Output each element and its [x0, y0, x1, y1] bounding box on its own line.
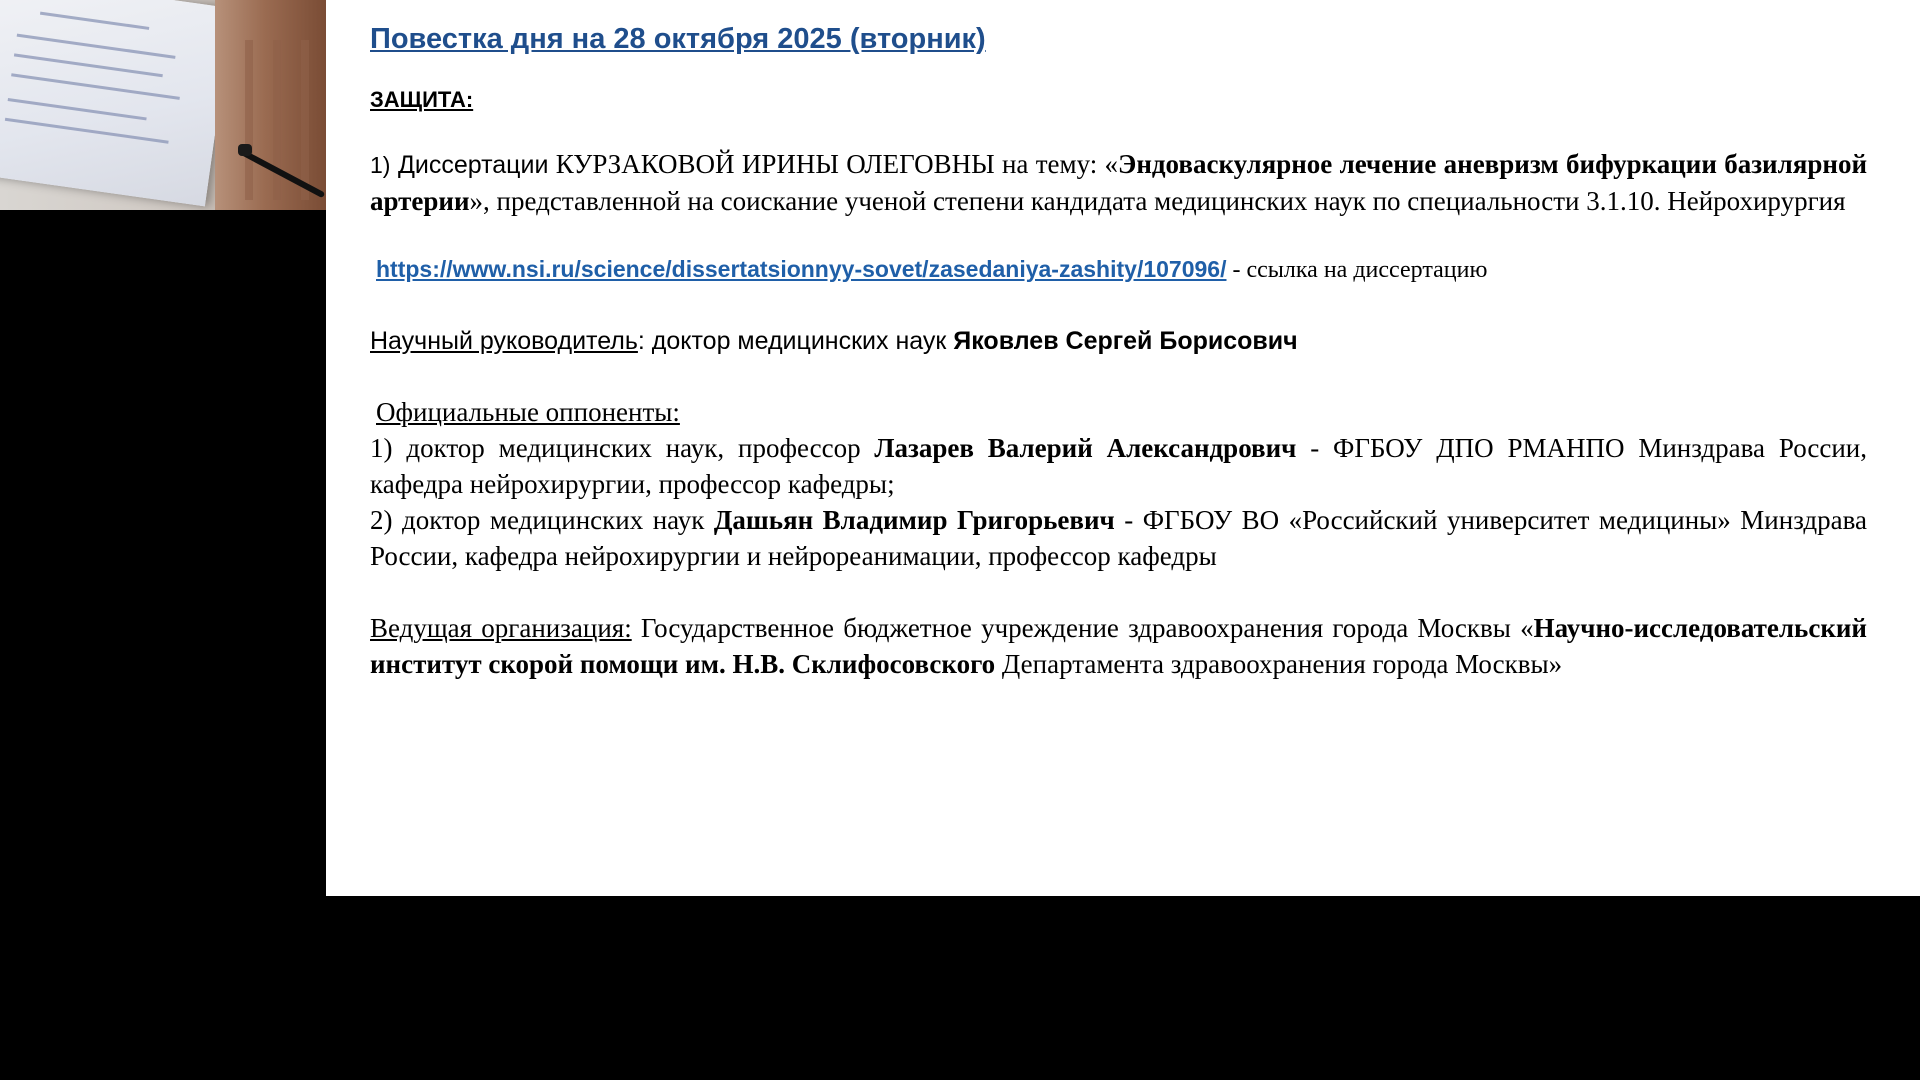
agenda-title: Повестка дня на 28 октября 2025 (вторник): [370, 23, 986, 55]
supervisor-name: Яковлев Сергей Борисович: [953, 327, 1298, 355]
item-tail: », представленной на соискание ученой степени кандидата медицинских наук по специальности 3.1.10. Нейрохирургия: [469, 186, 1846, 216]
wall-panel: [245, 40, 253, 200]
screen-text-line: [8, 98, 147, 120]
dissertation-link[interactable]: https://www.nsi.ru/science/dissertatsionnyy-sovet/zasedaniya-zashity/107096/: [376, 256, 1227, 282]
supervisor-line: [370, 324, 1867, 358]
lead-org-label: Ведущая организация:: [370, 613, 632, 643]
microphone-icon: [238, 144, 252, 156]
item-number: 1): [370, 152, 391, 178]
projected-slide-screen: [0, 0, 233, 206]
presentation-slide: [326, 0, 1920, 896]
opponent-name: Дашьян Владимир Григорьевич: [713, 505, 1115, 535]
supervisor-degree: : доктор медицинских наук: [637, 327, 954, 355]
screen-text-line: [14, 53, 163, 77]
opponent-item: [370, 502, 1867, 574]
dissertation-link-line: [370, 253, 1867, 286]
lead-org-text: Государственное бюджетное учреждение здравоохранения города Москвы «: [631, 613, 1534, 643]
opponent-prefix: 1) доктор медицинских наук, профессор: [370, 433, 875, 463]
dissertation-topic: Эндоваскулярное лечение аневризм бифуркации базилярной артерии: [370, 149, 1868, 216]
screen-text-line: [11, 73, 180, 100]
lead-organization: [370, 610, 1867, 682]
slide-content: [370, 20, 1867, 682]
link-suffix: - ссылка на диссертацию: [1226, 257, 1488, 283]
wall-panel: [301, 40, 309, 200]
opponents-label: Официальные оппоненты:: [376, 397, 680, 427]
opponent-affiliation: - ФГБОУ ДПО РМАНПО Минздрава России, кафедра нейрохирургии, профессор кафедры;: [370, 433, 1867, 499]
dissertation-item: [370, 146, 1867, 219]
section-label: ЗАЩИТА:: [370, 87, 474, 112]
lead-org-name: Научно-исследовательский институт скорой помощи им. Н.В. Склифосовского: [370, 613, 1867, 679]
screen-text-line: [17, 34, 176, 59]
supervisor-label: Научный руководитель: [370, 327, 638, 355]
opponent-prefix: 2) доктор медицинских наук: [370, 505, 714, 535]
item-lead-sans: Диссертации: [390, 151, 549, 179]
wood-wall: [215, 0, 326, 210]
opponent-affiliation: - ФГБОУ ВО «Российский университет медицины» Минздрава России, кафедра нейрохирургии и нейрореанимации, профессор кафедры: [370, 505, 1867, 571]
screen-text-line: [5, 118, 169, 144]
speaker-camera-feed: [0, 0, 326, 210]
opponent-name: Лазарев Валерий Александрович: [874, 433, 1297, 463]
screen-text-line: [40, 12, 149, 30]
lead-org-text-tail: Департамента здравоохранения города Москвы»: [995, 649, 1563, 679]
opponent-item: [370, 430, 1867, 502]
item-lead: КУРЗАКОВОЙ ИРИНЫ ОЛЕГОВНЫ на тему: «: [548, 149, 1119, 179]
